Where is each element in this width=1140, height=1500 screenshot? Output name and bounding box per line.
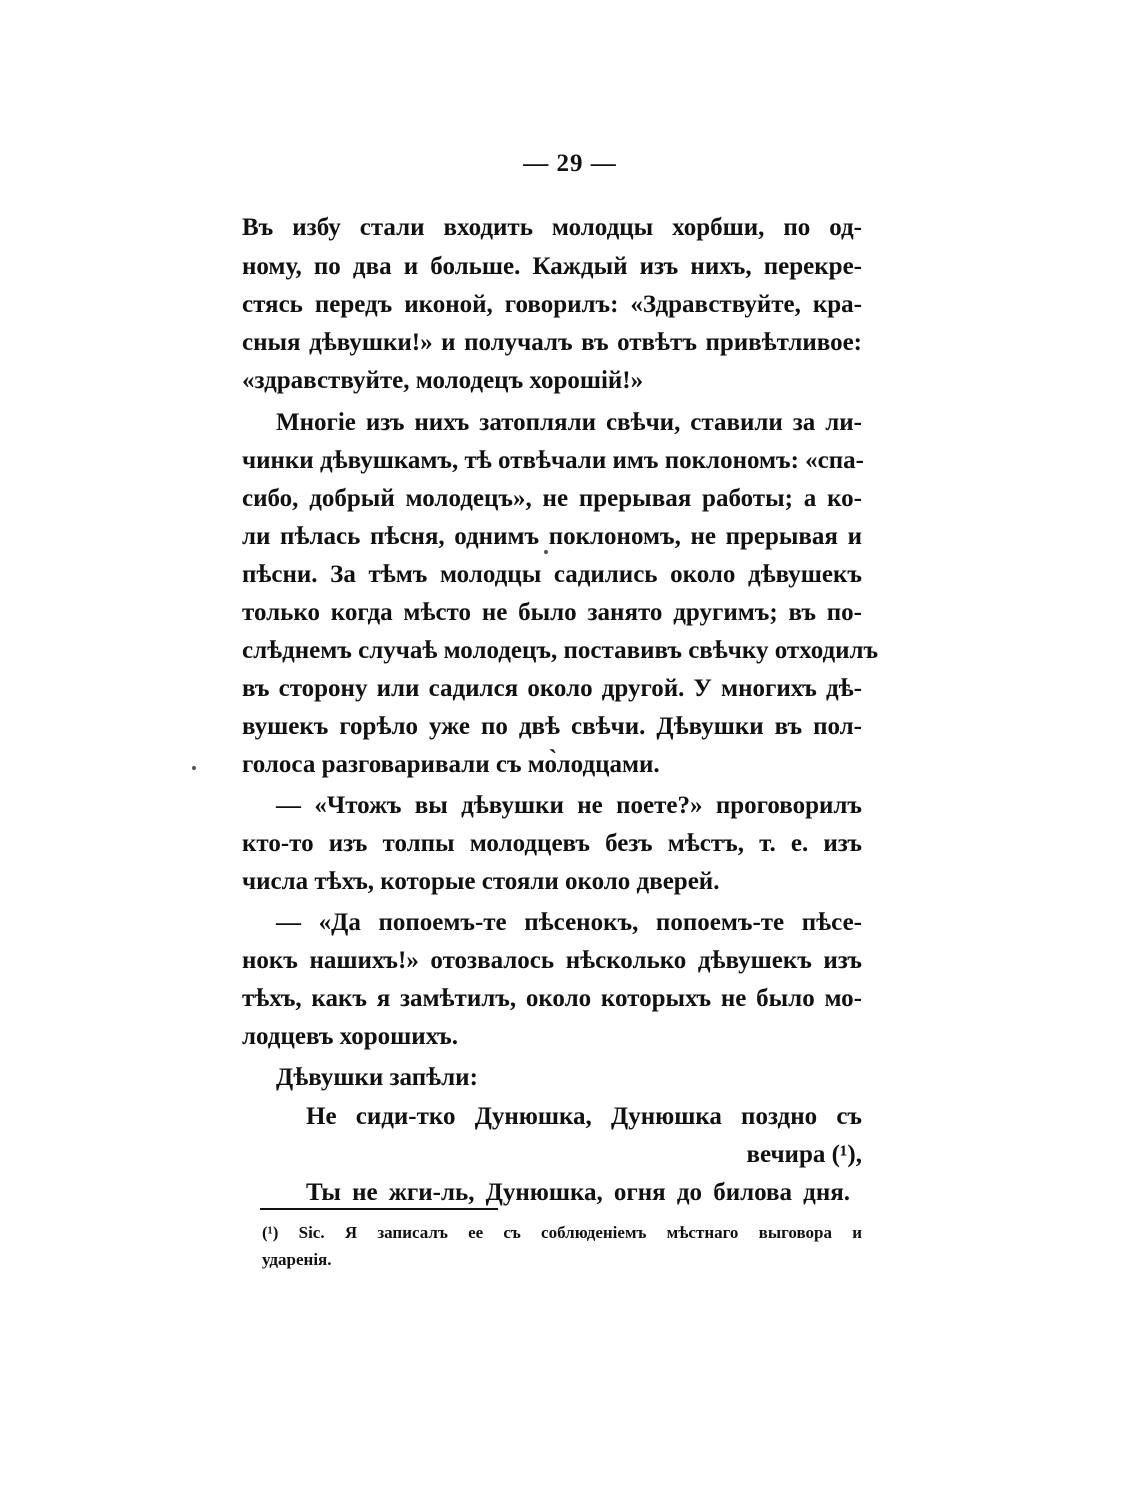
text-line-3: стясь передъ иконой, говорилъ: «Здравствуйте, кра- (242, 291, 862, 318)
text-line-5: «здравствуйте, молодецъ хорошій!» (242, 367, 644, 394)
text-line-23: Дѣвушки запѣли: (276, 1064, 478, 1091)
verse-line-1: Не сиди-тко Дунюшка, Дунюшка поздно съ (306, 1103, 862, 1130)
text-line-17: кто-то изъ толпы молодцевъ безъ мѣстъ, т. е. изъ (242, 830, 862, 857)
text-line-6: Многіе изъ нихъ затопляли свѣчи, ставили за ли- (276, 409, 862, 436)
text-line-16: — «Чтожъ вы дѣвушки не поете?» проговорилъ (276, 792, 862, 819)
text-line-2: ному, по два и больше. Каждый изъ нихъ, перекре- (242, 253, 862, 280)
text-line-12: слѣднемъ случаѣ молодецъ, поставивъ свѣчку отходилъ (242, 637, 879, 664)
page-number: — 29 — (523, 150, 617, 177)
footnote-line-2: ударенія. (262, 1250, 332, 1269)
text-line-14: вушекъ горѣло уже по двѣ свѣчи. Дѣвушки въ пол- (242, 713, 862, 740)
text-line-9: ли пѣлась пѣсня, однимъ поклономъ, не прерывая и (242, 523, 862, 550)
text-line-18: числа тѣхъ, которые стояли около дверей. (242, 868, 720, 895)
text-line-19: — «Да попоемъ-те пѣсенокъ, попоемъ-те пѣсе- (276, 909, 862, 936)
text-line-22: лодцевъ хорошихъ. (242, 1023, 458, 1050)
text-line-11: только когда мѣсто не было занято другимъ; въ по- (242, 599, 862, 626)
text-line-8: сибо, добрый молодецъ», не прерывая работы; а ко- (242, 485, 862, 512)
scan-speck (192, 766, 196, 770)
footnote-rule (260, 1208, 498, 1210)
text-line-10: пѣсни. За тѣмъ молодцы садились около дѣвушекъ (242, 561, 862, 588)
text-line-21: тѣхъ, какъ я замѣтилъ, около которыхъ не было мо- (242, 985, 862, 1012)
text-line-20: нокъ нашихъ!» отозвалось нѣсколько дѣвушекъ изъ (242, 947, 862, 974)
text-line-4: сныя дѣвушки!» и получалъ въ отвѣтъ привѣтливое: (242, 329, 862, 356)
verse-line-1-continued: вечира (¹), (746, 1141, 862, 1168)
text-line-13: въ сторону или садился около другой. У многихъ дѣ- (242, 675, 862, 702)
scan-speck (544, 550, 548, 554)
verse-line-2: Ты не жги-ль, Дунюшка, огня до билова дня. (306, 1179, 850, 1206)
footnote-line-1: (¹) Sic. Я записалъ ее съ соблюденіемъ мѣстнаго выговора и (262, 1223, 862, 1242)
text-line-15: голоса разговаривали съ мо̀лодцами. (242, 751, 660, 778)
text-line-7: чинки дѣвушкамъ, тѣ отвѣчали имъ поклономъ: «спа- (242, 447, 865, 474)
text-line-1: Въ избу стали входить молодцы хорбши, по од- (242, 214, 862, 241)
